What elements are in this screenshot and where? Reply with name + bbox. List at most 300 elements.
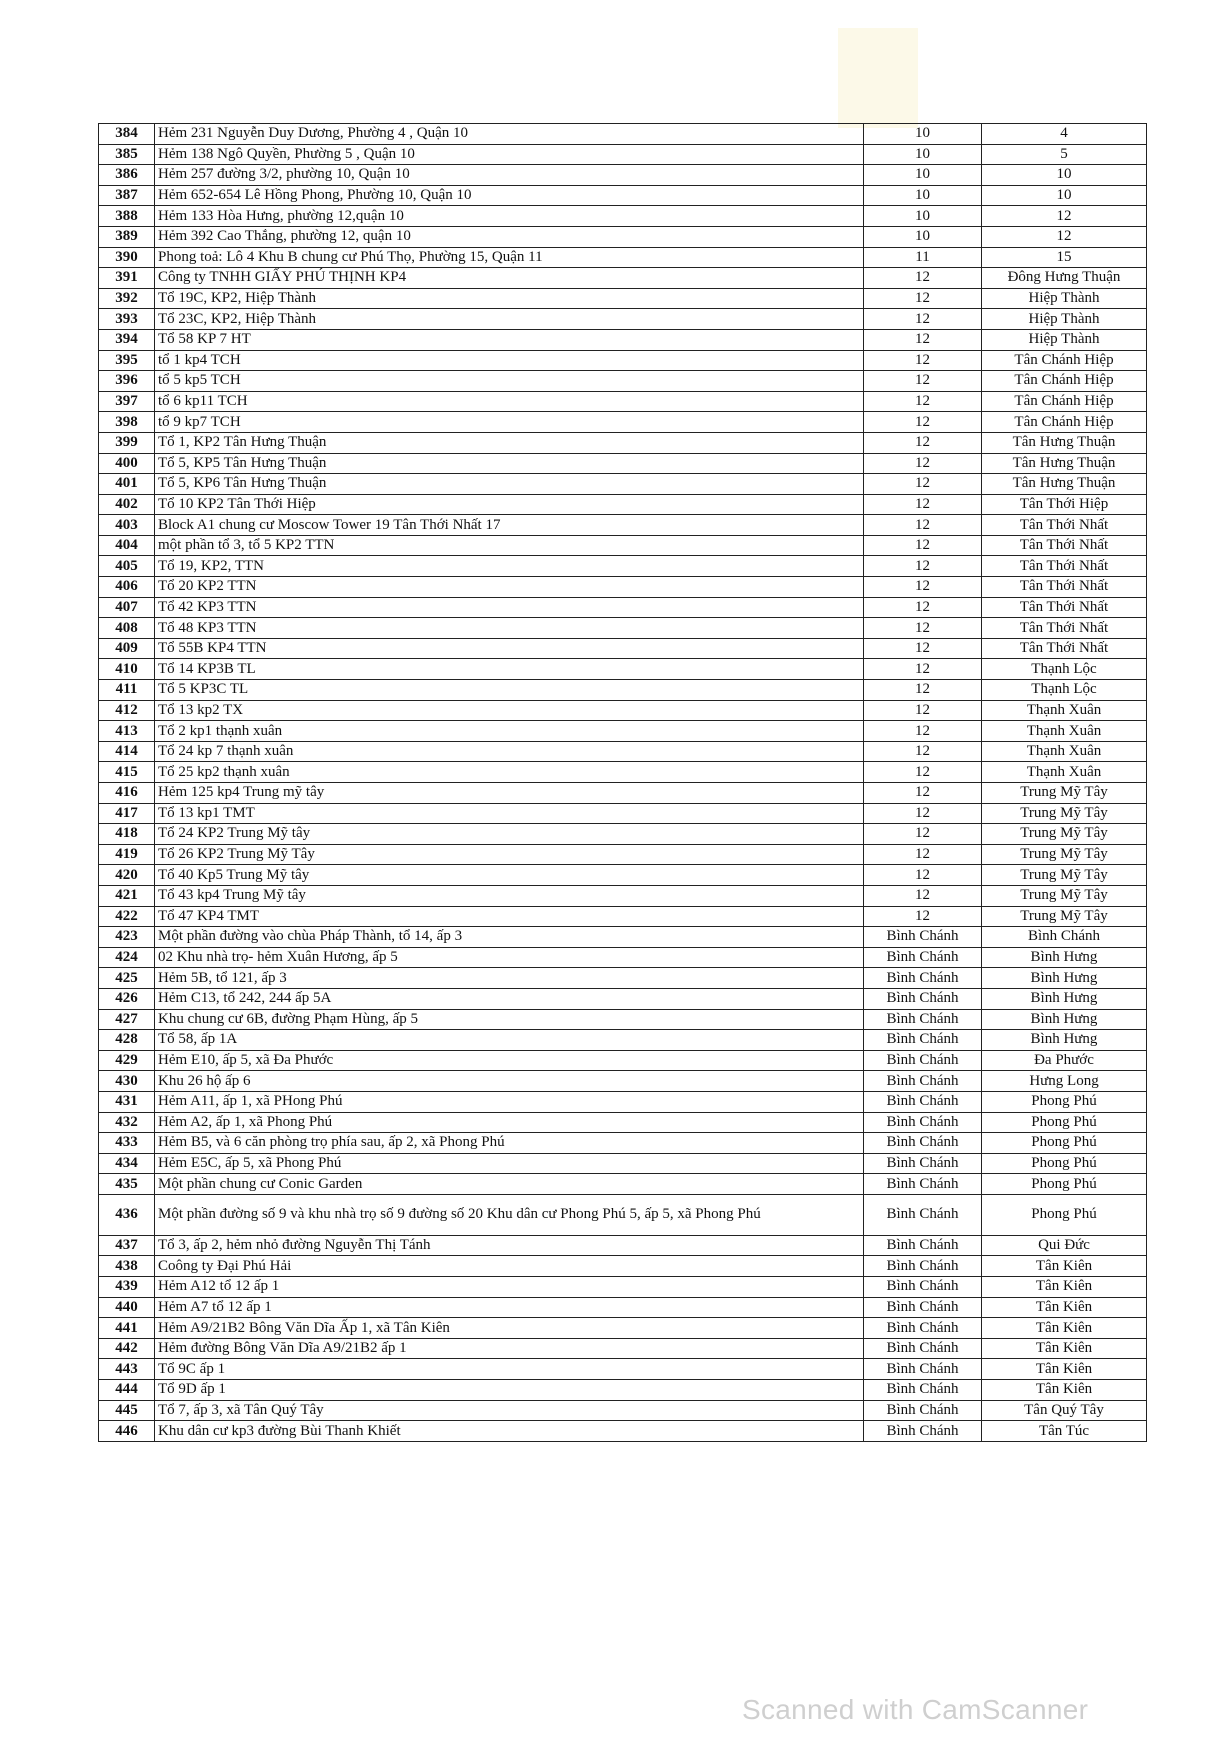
address-cell: Tổ 23C, KP2, Hiệp Thành: [155, 309, 864, 330]
address-cell: Hẻm A2, ấp 1, xã Phong Phú: [155, 1112, 864, 1133]
ward-cell: Phong Phú: [982, 1174, 1147, 1195]
ward-cell: Tân Thới Nhất: [982, 618, 1147, 639]
row-number: 395: [99, 350, 155, 371]
ward-cell: Tân Chánh Hiệp: [982, 391, 1147, 412]
ward-cell: Thạnh Xuân: [982, 741, 1147, 762]
address-cell: Khu 26 hộ ấp 6: [155, 1071, 864, 1092]
row-number: 396: [99, 371, 155, 392]
district-cell: 12: [864, 391, 982, 412]
ward-cell: Tân Thới Nhất: [982, 515, 1147, 536]
district-cell: 12: [864, 783, 982, 804]
table-row: [99, 432, 1147, 453]
row-number: 410: [99, 659, 155, 680]
district-cell: 12: [864, 680, 982, 701]
district-cell: Bình Chánh: [864, 988, 982, 1009]
table-row: [99, 247, 1147, 268]
district-cell: 10: [864, 185, 982, 206]
district-cell: 12: [864, 618, 982, 639]
ward-cell: Trung Mỹ Tây: [982, 885, 1147, 906]
table-row: [99, 1153, 1147, 1174]
table-row: [99, 1174, 1147, 1195]
district-cell: 12: [864, 844, 982, 865]
district-cell: 12: [864, 700, 982, 721]
address-cell: Tổ 24 kp 7 thạnh xuân: [155, 741, 864, 762]
address-cell: Tổ 55B KP4 TTN: [155, 638, 864, 659]
address-cell: Tổ 43 kp4 Trung Mỹ tây: [155, 885, 864, 906]
ward-cell: Bình Hưng: [982, 1009, 1147, 1030]
row-number: 394: [99, 329, 155, 350]
ward-cell: Hiệp Thành: [982, 329, 1147, 350]
scan-tint: [838, 28, 918, 128]
table-row: [99, 783, 1147, 804]
district-cell: Bình Chánh: [864, 927, 982, 948]
table-row: [99, 1400, 1147, 1421]
address-cell: Hẻm 231 Nguyễn Duy Dương, Phường 4 , Quận 10: [155, 124, 864, 145]
district-cell: 10: [864, 124, 982, 145]
row-number: 439: [99, 1277, 155, 1298]
row-number: 417: [99, 803, 155, 824]
address-cell: Hẻm A9/21B2 Bông Văn Dĩa Ấp 1, xã Tân Kiên: [155, 1318, 864, 1339]
table-row: [99, 680, 1147, 701]
district-cell: Bình Chánh: [864, 1400, 982, 1421]
ward-cell: Bình Hưng: [982, 968, 1147, 989]
table-row: [99, 371, 1147, 392]
row-number: 442: [99, 1338, 155, 1359]
ward-cell: Tân Chánh Hiệp: [982, 350, 1147, 371]
row-number: 431: [99, 1091, 155, 1112]
district-cell: 12: [864, 885, 982, 906]
table-row: [99, 844, 1147, 865]
table-row: [99, 453, 1147, 474]
address-cell: Tổ 42 KP3 TTN: [155, 597, 864, 618]
ward-cell: Phong Phú: [982, 1091, 1147, 1112]
ward-cell: Tân Thới Nhất: [982, 556, 1147, 577]
table-row: [99, 391, 1147, 412]
table-row: [99, 1071, 1147, 1092]
table-row: [99, 1380, 1147, 1401]
district-cell: 12: [864, 577, 982, 598]
address-cell: Tổ 25 kp2 thạnh xuân: [155, 762, 864, 783]
row-number: 424: [99, 947, 155, 968]
ward-cell: Hiệp Thành: [982, 288, 1147, 309]
table-row: [99, 1235, 1147, 1256]
row-number: 443: [99, 1359, 155, 1380]
district-cell: 12: [864, 741, 982, 762]
address-cell: Tổ 9D ấp 1: [155, 1380, 864, 1401]
district-cell: Bình Chánh: [864, 1318, 982, 1339]
table-row: [99, 700, 1147, 721]
row-number: 444: [99, 1380, 155, 1401]
row-number: 428: [99, 1030, 155, 1051]
table-row: [99, 1256, 1147, 1277]
address-cell: Tổ 1, KP2 Tân Hưng Thuận: [155, 432, 864, 453]
address-cell: Hẻm 257 đường 3/2, phường 10, Quận 10: [155, 165, 864, 186]
district-cell: Bình Chánh: [864, 968, 982, 989]
row-number: 421: [99, 885, 155, 906]
address-cell: Tổ 13 kp1 TMT: [155, 803, 864, 824]
row-number: 435: [99, 1174, 155, 1195]
table-row: [99, 1359, 1147, 1380]
address-cell: một phần tổ 3, tổ 5 KP2 TTN: [155, 535, 864, 556]
table-row: [99, 1338, 1147, 1359]
district-cell: Bình Chánh: [864, 1421, 982, 1442]
row-number: 407: [99, 597, 155, 618]
district-cell: Bình Chánh: [864, 1359, 982, 1380]
ward-cell: Phong Phú: [982, 1194, 1147, 1235]
row-number: 419: [99, 844, 155, 865]
address-cell: tổ 9 kp7 TCH: [155, 412, 864, 433]
address-cell: Hẻm 5B, tổ 121, ấp 3: [155, 968, 864, 989]
address-cell: Tổ 19C, KP2, Hiệp Thành: [155, 288, 864, 309]
table-row: [99, 741, 1147, 762]
table-row: [99, 638, 1147, 659]
district-cell: 12: [864, 865, 982, 886]
district-cell: 12: [864, 432, 982, 453]
table-row: [99, 721, 1147, 742]
table-row: [99, 144, 1147, 165]
district-cell: Bình Chánh: [864, 1071, 982, 1092]
ward-cell: Bình Hưng: [982, 988, 1147, 1009]
row-number: 402: [99, 494, 155, 515]
district-cell: 10: [864, 206, 982, 227]
ward-cell: Trung Mỹ Tây: [982, 844, 1147, 865]
row-number: 436: [99, 1194, 155, 1235]
row-number: 429: [99, 1050, 155, 1071]
table-row: [99, 474, 1147, 495]
table-row: [99, 185, 1147, 206]
address-cell: Một phần đường vào chùa Pháp Thành, tổ 14, ấp 3: [155, 927, 864, 948]
address-cell: tổ 6 kp11 TCH: [155, 391, 864, 412]
table-row: [99, 1050, 1147, 1071]
ward-cell: Thạnh Lộc: [982, 680, 1147, 701]
ward-cell: Tân Kiên: [982, 1318, 1147, 1339]
row-number: 386: [99, 165, 155, 186]
row-number: 440: [99, 1297, 155, 1318]
district-cell: Bình Chánh: [864, 1277, 982, 1298]
district-cell: 12: [864, 803, 982, 824]
ward-cell: Trung Mỹ Tây: [982, 906, 1147, 927]
row-number: 414: [99, 741, 155, 762]
address-cell: Khu chung cư 6B, đường Phạm Hùng, ấp 5: [155, 1009, 864, 1030]
address-cell: Tổ 5, KP5 Tân Hưng Thuận: [155, 453, 864, 474]
ward-cell: Tân Hưng Thuận: [982, 453, 1147, 474]
ward-cell: Tân Chánh Hiệp: [982, 371, 1147, 392]
address-cell: Tổ 48 KP3 TTN: [155, 618, 864, 639]
table-row: [99, 1009, 1147, 1030]
ward-cell: Trung Mỹ Tây: [982, 803, 1147, 824]
address-cell: tổ 1 kp4 TCH: [155, 350, 864, 371]
district-cell: 12: [864, 329, 982, 350]
row-number: 385: [99, 144, 155, 165]
district-cell: 12: [864, 659, 982, 680]
table-row: [99, 927, 1147, 948]
table-row: [99, 1030, 1147, 1051]
ward-cell: Bình Hưng: [982, 947, 1147, 968]
district-cell: 12: [864, 824, 982, 845]
district-cell: 12: [864, 288, 982, 309]
ward-cell: 12: [982, 226, 1147, 247]
table-row: [99, 659, 1147, 680]
district-cell: 12: [864, 309, 982, 330]
address-cell: Tổ 5, KP6 Tân Hưng Thuận: [155, 474, 864, 495]
address-cell: Tổ 40 Kp5 Trung Mỹ tây: [155, 865, 864, 886]
table-row: [99, 1318, 1147, 1339]
table-row: [99, 618, 1147, 639]
row-number: 388: [99, 206, 155, 227]
row-number: 400: [99, 453, 155, 474]
address-cell: Một phần chung cư Conic Garden: [155, 1174, 864, 1195]
district-cell: Bình Chánh: [864, 1194, 982, 1235]
ward-cell: Thạnh Xuân: [982, 762, 1147, 783]
district-cell: 12: [864, 556, 982, 577]
district-cell: 12: [864, 721, 982, 742]
ward-cell: Phong Phú: [982, 1112, 1147, 1133]
row-number: 422: [99, 906, 155, 927]
table-row: [99, 885, 1147, 906]
row-number: 432: [99, 1112, 155, 1133]
address-cell: Block A1 chung cư Moscow Tower 19 Tân Thới Nhất 17: [155, 515, 864, 536]
ward-cell: Bình Hưng: [982, 1030, 1147, 1051]
row-number: 433: [99, 1133, 155, 1154]
address-cell: Tổ 3, ấp 2, hẻm nhỏ đường Nguyễn Thị Tánh: [155, 1235, 864, 1256]
district-cell: Bình Chánh: [864, 1091, 982, 1112]
ward-cell: Trung Mỹ Tây: [982, 824, 1147, 845]
district-cell: Bình Chánh: [864, 1009, 982, 1030]
row-number: 408: [99, 618, 155, 639]
row-number: 390: [99, 247, 155, 268]
district-cell: Bình Chánh: [864, 1133, 982, 1154]
table-row: [99, 947, 1147, 968]
ward-cell: Trung Mỹ Tây: [982, 865, 1147, 886]
district-cell: 12: [864, 494, 982, 515]
address-cell: Tổ 2 kp1 thạnh xuân: [155, 721, 864, 742]
address-cell: 02 Khu nhà trọ- hẻm Xuân Hương, ấp 5: [155, 947, 864, 968]
address-cell: Tổ 14 KP3B TL: [155, 659, 864, 680]
table-row: [99, 988, 1147, 1009]
ward-cell: Đa Phước: [982, 1050, 1147, 1071]
row-number: 401: [99, 474, 155, 495]
table-row: [99, 494, 1147, 515]
ward-cell: Tân Quý Tây: [982, 1400, 1147, 1421]
row-number: 416: [99, 783, 155, 804]
table-row: [99, 906, 1147, 927]
row-number: 384: [99, 124, 155, 145]
district-cell: 12: [864, 350, 982, 371]
ward-cell: Trung Mỹ Tây: [982, 783, 1147, 804]
table-row: [99, 865, 1147, 886]
ward-cell: Tân Hưng Thuận: [982, 474, 1147, 495]
ward-cell: Thạnh Xuân: [982, 700, 1147, 721]
row-number: 426: [99, 988, 155, 1009]
address-cell: Hẻm A12 tổ 12 ấp 1: [155, 1277, 864, 1298]
table-row: [99, 803, 1147, 824]
district-cell: Bình Chánh: [864, 947, 982, 968]
district-cell: Bình Chánh: [864, 1112, 982, 1133]
address-cell: Tổ 5 KP3C TL: [155, 680, 864, 701]
table-row: [99, 762, 1147, 783]
district-cell: 12: [864, 268, 982, 289]
ward-cell: 12: [982, 206, 1147, 227]
address-cell: Tổ 58 KP 7 HT: [155, 329, 864, 350]
district-cell: 10: [864, 144, 982, 165]
ward-cell: Hiệp Thành: [982, 309, 1147, 330]
ward-cell: Tân Kiên: [982, 1359, 1147, 1380]
row-number: 409: [99, 638, 155, 659]
district-cell: 12: [864, 412, 982, 433]
row-number: 397: [99, 391, 155, 412]
table-row: [99, 597, 1147, 618]
ward-cell: Tân Thới Nhất: [982, 577, 1147, 598]
table-row: [99, 288, 1147, 309]
table-row: [99, 1277, 1147, 1298]
row-number: 391: [99, 268, 155, 289]
address-cell: Tổ 7, ấp 3, xã Tân Quý Tây: [155, 1400, 864, 1421]
district-cell: Bình Chánh: [864, 1050, 982, 1071]
row-number: 420: [99, 865, 155, 886]
district-cell: Bình Chánh: [864, 1256, 982, 1277]
address-cell: Hẻm đường Bông Văn Dĩa A9/21B2 ấp 1: [155, 1338, 864, 1359]
address-cell: Tổ 19, KP2, TTN: [155, 556, 864, 577]
ward-cell: Tân Thới Hiệp: [982, 494, 1147, 515]
row-number: 441: [99, 1318, 155, 1339]
address-cell: Hẻm 133 Hòa Hưng, phường 12,quận 10: [155, 206, 864, 227]
row-number: 387: [99, 185, 155, 206]
district-cell: 12: [864, 762, 982, 783]
row-number: 438: [99, 1256, 155, 1277]
ward-cell: Tân Kiên: [982, 1380, 1147, 1401]
row-number: 437: [99, 1235, 155, 1256]
camscanner-watermark: Scanned with CamScanner: [742, 1694, 1089, 1725]
row-number: 445: [99, 1400, 155, 1421]
address-cell: Tổ 20 KP2 TTN: [155, 577, 864, 598]
district-cell: 10: [864, 226, 982, 247]
address-cell: Tổ 24 KP2 Trung Mỹ tây: [155, 824, 864, 845]
table-row: [99, 1091, 1147, 1112]
row-number: 423: [99, 927, 155, 948]
district-cell: Bình Chánh: [864, 1153, 982, 1174]
district-cell: 12: [864, 515, 982, 536]
table-row: [99, 968, 1147, 989]
ward-cell: Đông Hưng Thuận: [982, 268, 1147, 289]
ward-cell: Bình Chánh: [982, 927, 1147, 948]
address-cell: Hẻm 652-654 Lê Hồng Phong, Phường 10, Quận 10: [155, 185, 864, 206]
address-cell: Tổ 58, ấp 1A: [155, 1030, 864, 1051]
table-row: [99, 1297, 1147, 1318]
district-cell: Bình Chánh: [864, 1174, 982, 1195]
row-number: 415: [99, 762, 155, 783]
district-cell: Bình Chánh: [864, 1338, 982, 1359]
district-cell: 12: [864, 535, 982, 556]
district-cell: 12: [864, 906, 982, 927]
district-cell: 12: [864, 597, 982, 618]
row-number: 389: [99, 226, 155, 247]
row-number: 413: [99, 721, 155, 742]
row-number: 425: [99, 968, 155, 989]
ward-cell: Phong Phú: [982, 1133, 1147, 1154]
ward-cell: Qui Đức: [982, 1235, 1147, 1256]
table-row: [99, 309, 1147, 330]
ward-cell: Tân Thới Nhất: [982, 597, 1147, 618]
row-number: 398: [99, 412, 155, 433]
address-cell: Hẻm E5C, ấp 5, xã Phong Phú: [155, 1153, 864, 1174]
table-row: [99, 412, 1147, 433]
ward-cell: 5: [982, 144, 1147, 165]
row-number: 411: [99, 680, 155, 701]
district-cell: 11: [864, 247, 982, 268]
address-cell: Tổ 13 kp2 TX: [155, 700, 864, 721]
ward-cell: Tân Kiên: [982, 1338, 1147, 1359]
row-number: 393: [99, 309, 155, 330]
address-cell: Tổ 10 KP2 Tân Thới Hiệp: [155, 494, 864, 515]
ward-cell: 15: [982, 247, 1147, 268]
ward-cell: Tân Kiên: [982, 1277, 1147, 1298]
table-row: [99, 329, 1147, 350]
table-row: [99, 577, 1147, 598]
ward-cell: Tân Chánh Hiệp: [982, 412, 1147, 433]
row-number: 404: [99, 535, 155, 556]
district-cell: 10: [864, 165, 982, 186]
address-cell: Hẻm C13, tổ 242, 244 ấp 5A: [155, 988, 864, 1009]
district-cell: 12: [864, 453, 982, 474]
ward-cell: Tân Túc: [982, 1421, 1147, 1442]
row-number: 403: [99, 515, 155, 536]
table-row: [99, 1133, 1147, 1154]
address-cell: Hẻm B5, và 6 căn phòng trọ phía sau, ấp 2, xã Phong Phú: [155, 1133, 864, 1154]
address-cell: Tổ 26 KP2 Trung Mỹ Tây: [155, 844, 864, 865]
ward-cell: Thạnh Lộc: [982, 659, 1147, 680]
row-number: 446: [99, 1421, 155, 1442]
district-cell: Bình Chánh: [864, 1380, 982, 1401]
row-number: 399: [99, 432, 155, 453]
ward-cell: Tân Kiên: [982, 1256, 1147, 1277]
table-row: [99, 556, 1147, 577]
lockdown-list-table: [98, 123, 1147, 1442]
row-number: 392: [99, 288, 155, 309]
district-cell: Bình Chánh: [864, 1030, 982, 1051]
address-cell: Tổ 47 KP4 TMT: [155, 906, 864, 927]
table-row: [99, 268, 1147, 289]
table-body: [99, 124, 1147, 1442]
table-row: [99, 1194, 1147, 1235]
row-number: 430: [99, 1071, 155, 1092]
table-row: [99, 535, 1147, 556]
row-number: 427: [99, 1009, 155, 1030]
table-row: [99, 350, 1147, 371]
table-row: [99, 206, 1147, 227]
district-cell: 12: [864, 474, 982, 495]
row-number: 405: [99, 556, 155, 577]
ward-cell: Hưng Long: [982, 1071, 1147, 1092]
ward-cell: Tân Thới Nhất: [982, 638, 1147, 659]
table-row: [99, 1112, 1147, 1133]
table-row: [99, 824, 1147, 845]
table-row: [99, 226, 1147, 247]
district-cell: Bình Chánh: [864, 1297, 982, 1318]
table-row: [99, 515, 1147, 536]
table-row: [99, 165, 1147, 186]
address-cell: tổ 5 kp5 TCH: [155, 371, 864, 392]
district-cell: Bình Chánh: [864, 1235, 982, 1256]
ward-cell: Tân Hưng Thuận: [982, 432, 1147, 453]
ward-cell: Thạnh Xuân: [982, 721, 1147, 742]
address-cell: Khu dân cư kp3 đường Bùi Thanh Khiết: [155, 1421, 864, 1442]
ward-cell: 10: [982, 185, 1147, 206]
address-cell: Phong toả: Lô 4 Khu B chung cư Phú Thọ, Phường 15, Quận 11: [155, 247, 864, 268]
ward-cell: 10: [982, 165, 1147, 186]
ward-cell: Tân Thới Nhất: [982, 535, 1147, 556]
row-number: 418: [99, 824, 155, 845]
address-cell: Hẻm E10, ấp 5, xã Đa Phước: [155, 1050, 864, 1071]
